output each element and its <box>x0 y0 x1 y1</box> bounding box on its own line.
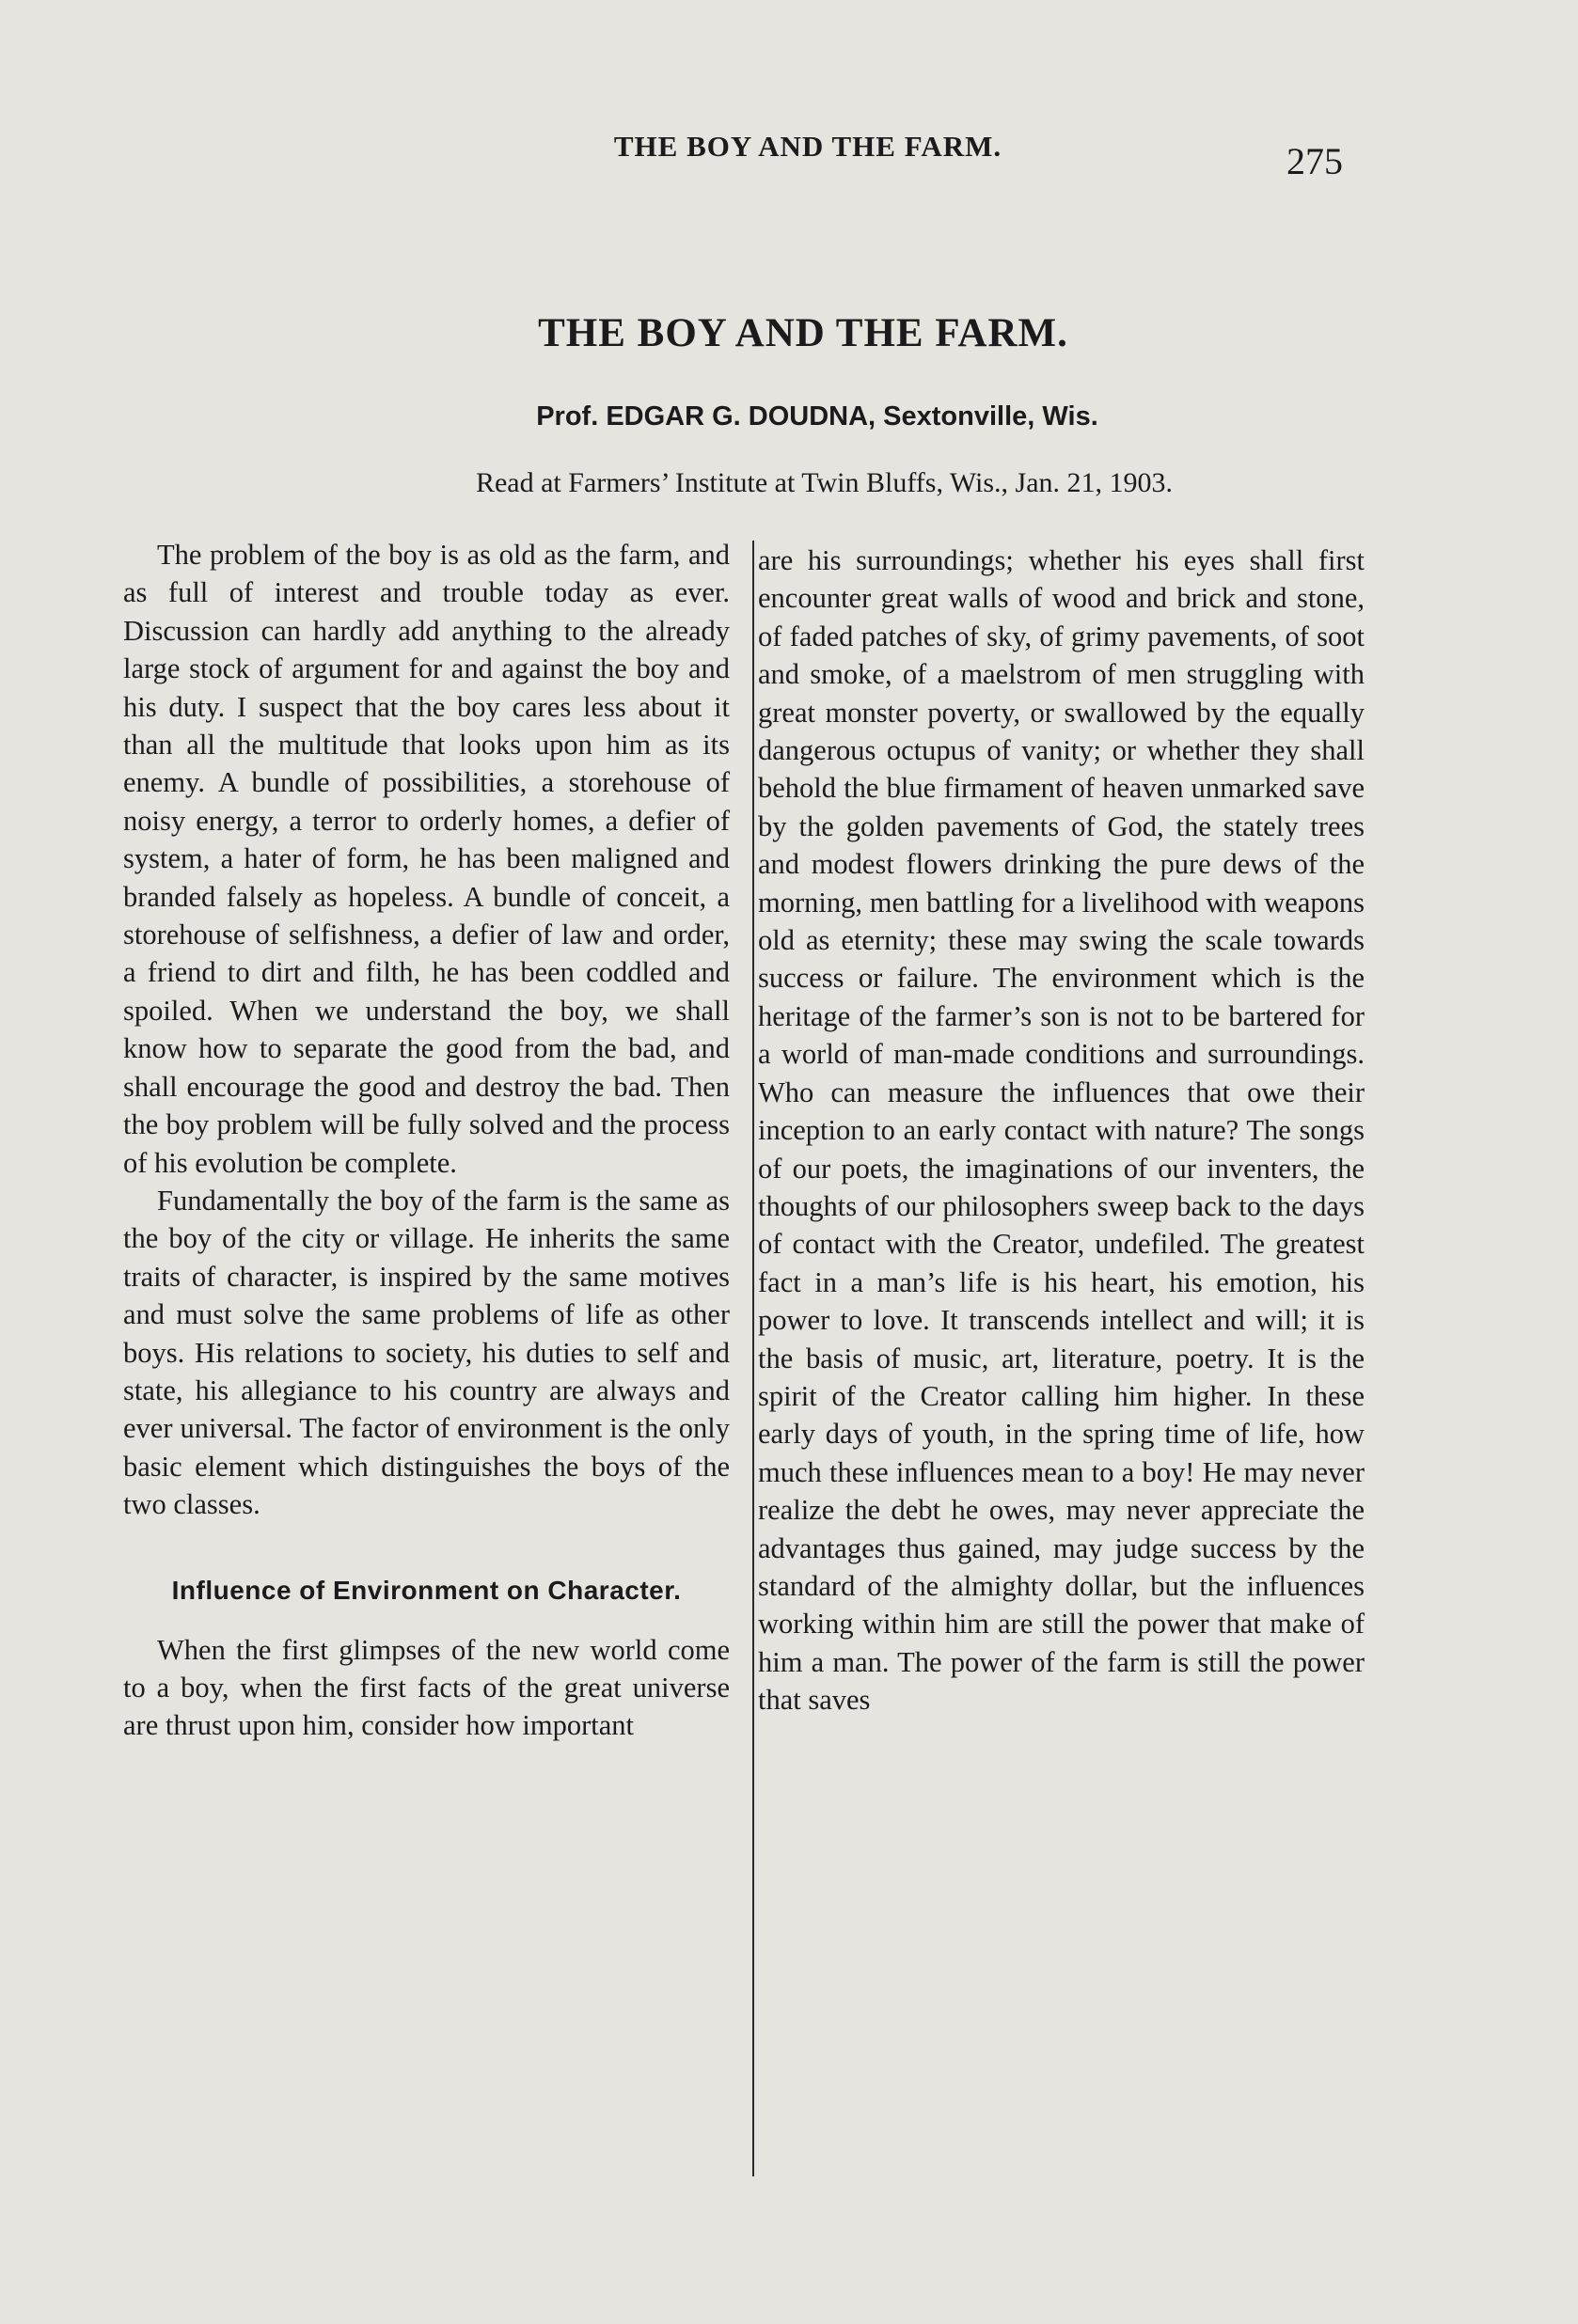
column-divider <box>752 541 754 2176</box>
running-head: THE BOY AND THE FARM. <box>613 130 1002 163</box>
author-byline: Prof. EDGAR G. DOUDNA, Sextonville, Wis. <box>536 401 1098 432</box>
paragraph: When the first glimpses of the new world come to a boy, when the first facts of the great universe are thrust upon him, consider how important <box>123 1633 730 1742</box>
paragraph: The problem of the boy is as old as the farm, and as full of interest and trouble today as ever. Discussion can hardly add anything to the already large stock of argument for and against the boy and his duty. I suspect that the boy cares less about it than all the multitude that looks upon him as its enemy. A bundle of possibilities, a storehouse of noisy energy, a terror to orderly homes, a defier of system, a hater of form, he has been maligned and branded falsely as hopeless. A bundle of conceit, a storehouse of selfishness, a defier of law and order, a friend to dirt and filth, he has been coddled and spoiled. When we understand the boy, we shall know how to separate the good from the bad, and shall encourage the good and destroy the bad. Then the boy problem will be fully solved and the process of his evolution be complete. <box>123 539 730 1179</box>
paragraph: are his surroundings; whether his eyes shall first encounter great walls of wood and brick and stone, of faded patches of sky, of grimy pavements, of soot and smoke, of a maelstrom of men struggling with great monster poverty, or swallowed by the equally dangerous octupus of vanity; or whether they shall behold the blue firmament of heaven unmarked save by the golden pavements of God, the stately trees and modest flowers drinking the pure dews of the morning, men battling for a livelihood with weapons old as eternity; these may swing the scale towards success or failure. The environment which is the heritage of the farmer’s son is not to be bartered for a world of man-made conditions and surroundings. Who can measure the influences that owe their inception to an early contact with nature? The songs of our poets, the imaginations of our inventers, the thoughts of our philosophers sweep back to the days of contact with the Creator, undefiled. The greatest fact in a man’s life is his heart, his emotion, his power to love. It transcends intellect and will; it is the basis of music, art, literature, poetry. It is the spirit of the Creator calling him higher. In these early days of youth, in the spring time of life, how much these influences mean to a boy! He may never realize the debt he owes, may never appreciate the advantages thus gained, may judge success by the standard of the almighty dollar, but the influences working within him are still the power that make of him a man. The power of the farm is still the power that saves <box>758 544 1365 1717</box>
dateline: Read at Farmers’ Institute at Twin Bluffs, Wis., Jan. 21, 1903. <box>475 467 1174 498</box>
page-number: 275 <box>1286 140 1343 182</box>
left-column <box>123 536 730 1745</box>
paragraph: Fundamentally the boy of the farm is the same as the boy of the city or village. He inherits the same traits of character, is inspired by the same motives and must solve the same problems of life as other boys. His relations to society, his duties to self and state, his allegiance to his country are always and ever universal. The factor of environment is the only basic element which distinguishes the boys of the two classes. <box>123 1184 730 1521</box>
article-title: THE BOY AND THE FARM. <box>538 311 1068 355</box>
right-column <box>758 542 1365 1719</box>
section-subheading: Influence of Environment on Character. <box>171 1575 682 1605</box>
